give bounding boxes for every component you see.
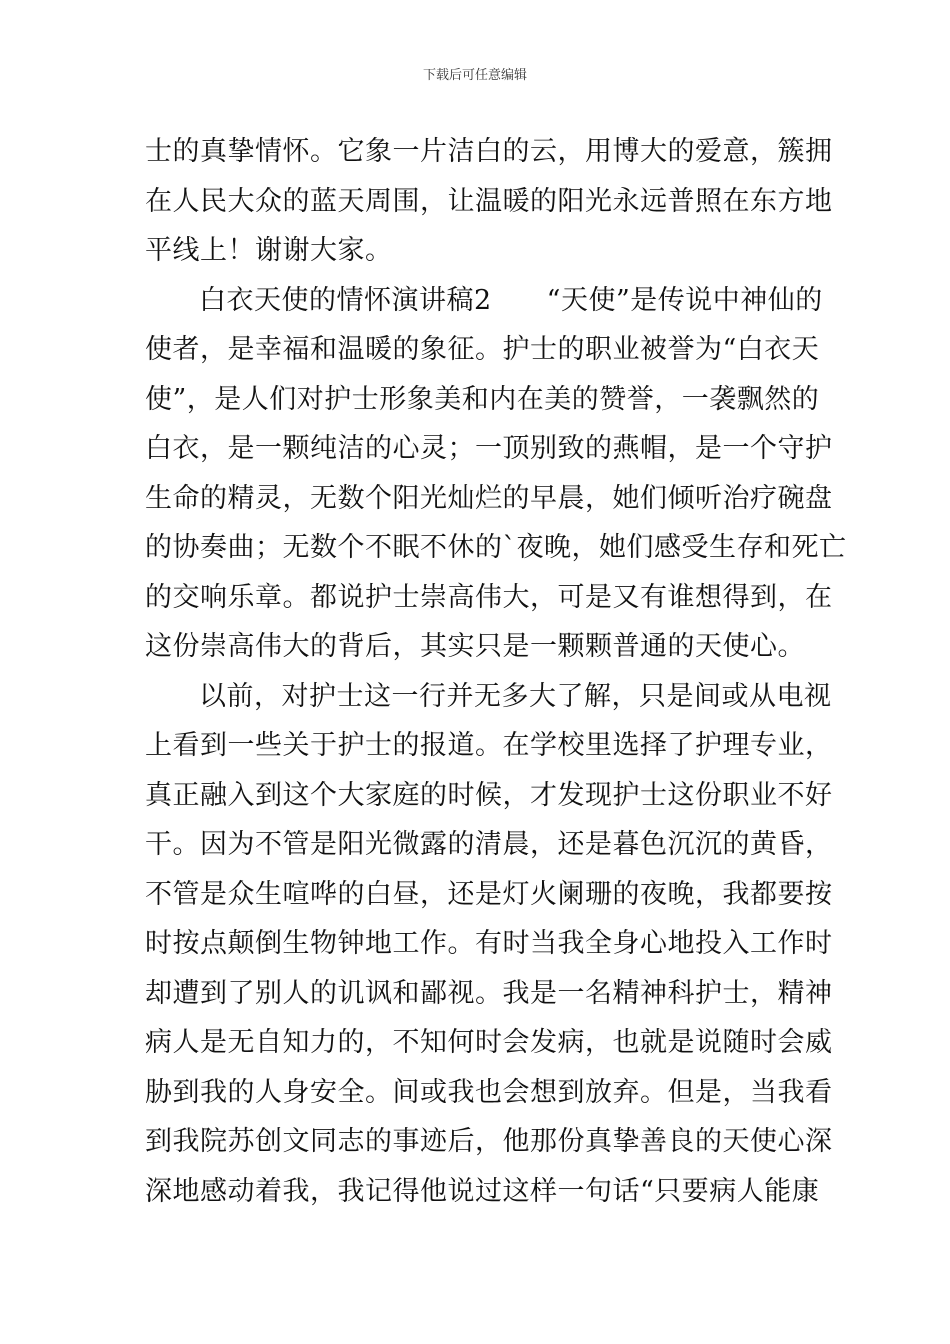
text-line: 到我院苏创文同志的事迹后，他那份真挚善良的天使心深 [145, 1126, 833, 1157]
text-line: 这份崇高伟大的背后，其实只是一颗颗普通的天使心。 [145, 631, 805, 662]
text-line: 士的真挚情怀。它象一片洁白的云，用博大的爱意，簇拥 [145, 136, 833, 167]
text-line: 在人民大众的蓝天周围，让温暖的阳光永远普照在东方地 [145, 185, 833, 217]
text-line: 的交响乐章。都说护士崇高伟大，可是又有谁想得到，在 [145, 581, 833, 613]
text-line: 胁到我的人身安全。间或我也会想到放弃。但是，当我看 [145, 1076, 833, 1108]
body-text [145, 127, 847, 1216]
text-line: 不管是众生喧哗的白昼，还是灯火阑珊的夜晚，我都要按 [145, 878, 833, 910]
text-line: 时按点颠倒生物钟地工作。有时当我全身心地投入工作时 [145, 928, 833, 959]
text-line: 深地感动着我，我记得他说过这样一句话“只要病人能康 [145, 1175, 820, 1207]
text-line: 干。因为不管是阳光微露的清晨，还是暮色沉沉的黄昏， [145, 829, 833, 860]
paragraph-start-line: 以前，对护士这一行并无多大了解，只是间或从电视 [199, 680, 832, 712]
text-line: 病人是无自知力的，不知何时会发病，也就是说随时会威 [145, 1027, 833, 1058]
text-line: 白衣，是一颗纯洁的心灵；一顶别致的燕帽，是一个守护 [145, 433, 833, 464]
text-line: 使者，是幸福和温暖的象征。护士的职业被誉为“白衣天 [145, 334, 820, 365]
text-line: 平线上！谢谢大家。 [145, 235, 393, 266]
text-line: 上看到一些关于护士的报道。在学校里选择了护理专业， [145, 730, 833, 761]
text-line: 使”，是人们对护士形象美和内在美的赞誉，一袭飘然的 [145, 383, 820, 415]
text-line: 真正融入到这个大家庭的时候，才发现护士这份职业不好 [145, 779, 833, 811]
text-line: 却遭到了别人的讥讽和鄙视。我是一名精神科护士，精神 [145, 977, 833, 1009]
page-header: 下载后可任意编辑 [422, 68, 527, 83]
text-line: 生命的精灵，无数个阳光灿烂的早晨，她们倾听治疗碗盘 [145, 482, 833, 514]
text-line: 的协奏曲；无数个不眠不休的`夜晚，她们感受生存和死亡 [145, 532, 847, 563]
section-title-line: 白衣天使的情怀演讲稿2 “天使”是传说中神仙的 [199, 284, 823, 316]
